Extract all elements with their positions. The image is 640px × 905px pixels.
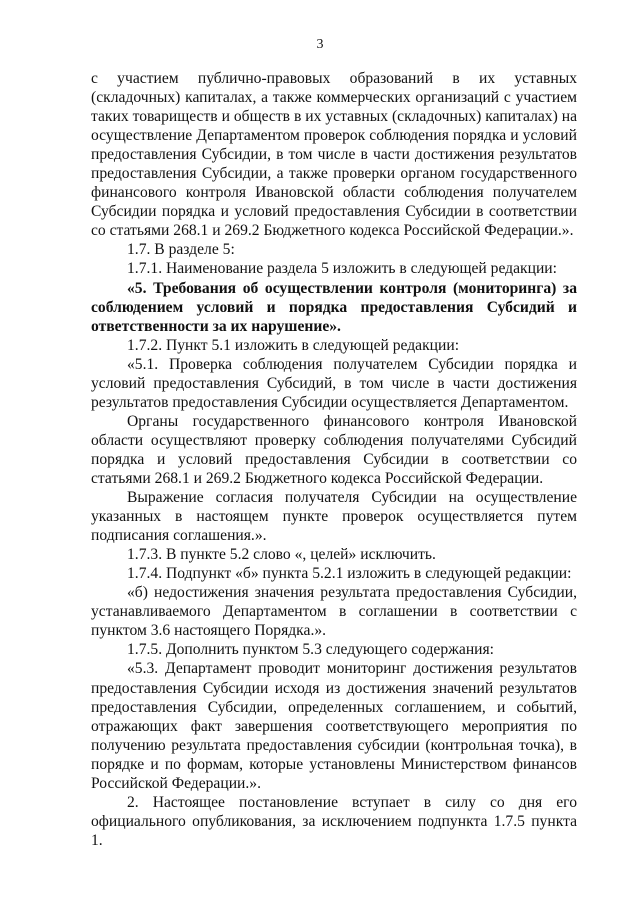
paragraph-1-7-4: 1.7.4. Подпункт «б» пункта 5.2.1 изложить в следующей редакции: — [127, 565, 572, 583]
paragraph-1-7-2: 1.7.2. Пункт 5.1 изложить в следующей редакции: — [127, 336, 460, 354]
paragraph-subclause-b: «б) недостижения значения результата предоставления Субсидии, устанавливаемого Департаментом в соглашении в соответствии с пунктом 3.6 настоящего Порядка.». — [91, 584, 577, 640]
document-body — [91, 69, 577, 850]
paragraph-consent: Выражение согласия получателя Субсидии на осуществление указанных в настоящем пункте проверок осуществляется путем подписания соглашения.». — [91, 489, 577, 545]
section-5-title: «5. Требования об осуществлении контроля (мониторинга) за соблюдением условий и порядка предоставления Субсидий и ответственности за их нарушение». — [91, 279, 577, 335]
paragraph-5-1: «5.1. Проверка соблюдения получателем Субсидии порядка и условий предоставления Субсидий, в том числе в части достижения результатов предоставления Субсидии осуществляется Департаментом. — [91, 355, 577, 411]
paragraph-1-7-1: 1.7.1. Наименование раздела 5 изложить в следующей редакции: — [127, 260, 557, 278]
paragraph-2-effective-date: 2. Настоящее постановление вступает в силу со дня его официального опубликования, за исключением подпункта 1.7.5 пункта 1. — [91, 793, 577, 849]
paragraph-1-7: 1.7. В разделе 5: — [127, 241, 235, 259]
paragraph-5-3: «5.3. Департамент проводит мониторинг достижения результатов предоставления Субсидии исходя из достижения значений результатов предоставления Субсидии, определенных соглашением, и событий, отражающих факт завершения соответствующего мероприятия по получению результата предоставления субсидии (контрольная точка), в порядке и по формам, которые установлены Министерством финансов Российской Федерации.». — [91, 660, 577, 792]
page-number: 3 — [316, 37, 324, 52]
paragraph-financial-control: Органы государственного финансового контроля Ивановской области осуществляют проверку соблюдения получателями Субсидий порядка и условий предоставления Субсидии в соответствии со статьями 268.1 и 269.2 Бюджетного кодекса Российской Федерации. — [91, 412, 577, 487]
paragraph-consent-continuation: с участием публично-правовых образований в их уставных (складочных) капиталах, а также коммерческих организаций с участием таких товариществ и обществ в их уставных (складочных) капиталах) на осуществление Департаментом проверок соблюдения порядка и условий предоставления Субсидии, в том числе в части достижения результатов предоставления Субсидии, а также проверки органом государственного финансового контроля Ивановской области соблюдения получателем Субсидии порядка и условий предоставления Субсидии в соответствии со статьями 268.1 и 269.2 Бюджетного кодекса Российской Федерации.». — [91, 70, 577, 240]
paragraph-1-7-3: 1.7.3. В пункте 5.2 слово «, целей» исключить. — [127, 546, 436, 564]
paragraph-1-7-5: 1.7.5. Дополнить пунктом 5.3 следующего содержания: — [127, 641, 495, 659]
